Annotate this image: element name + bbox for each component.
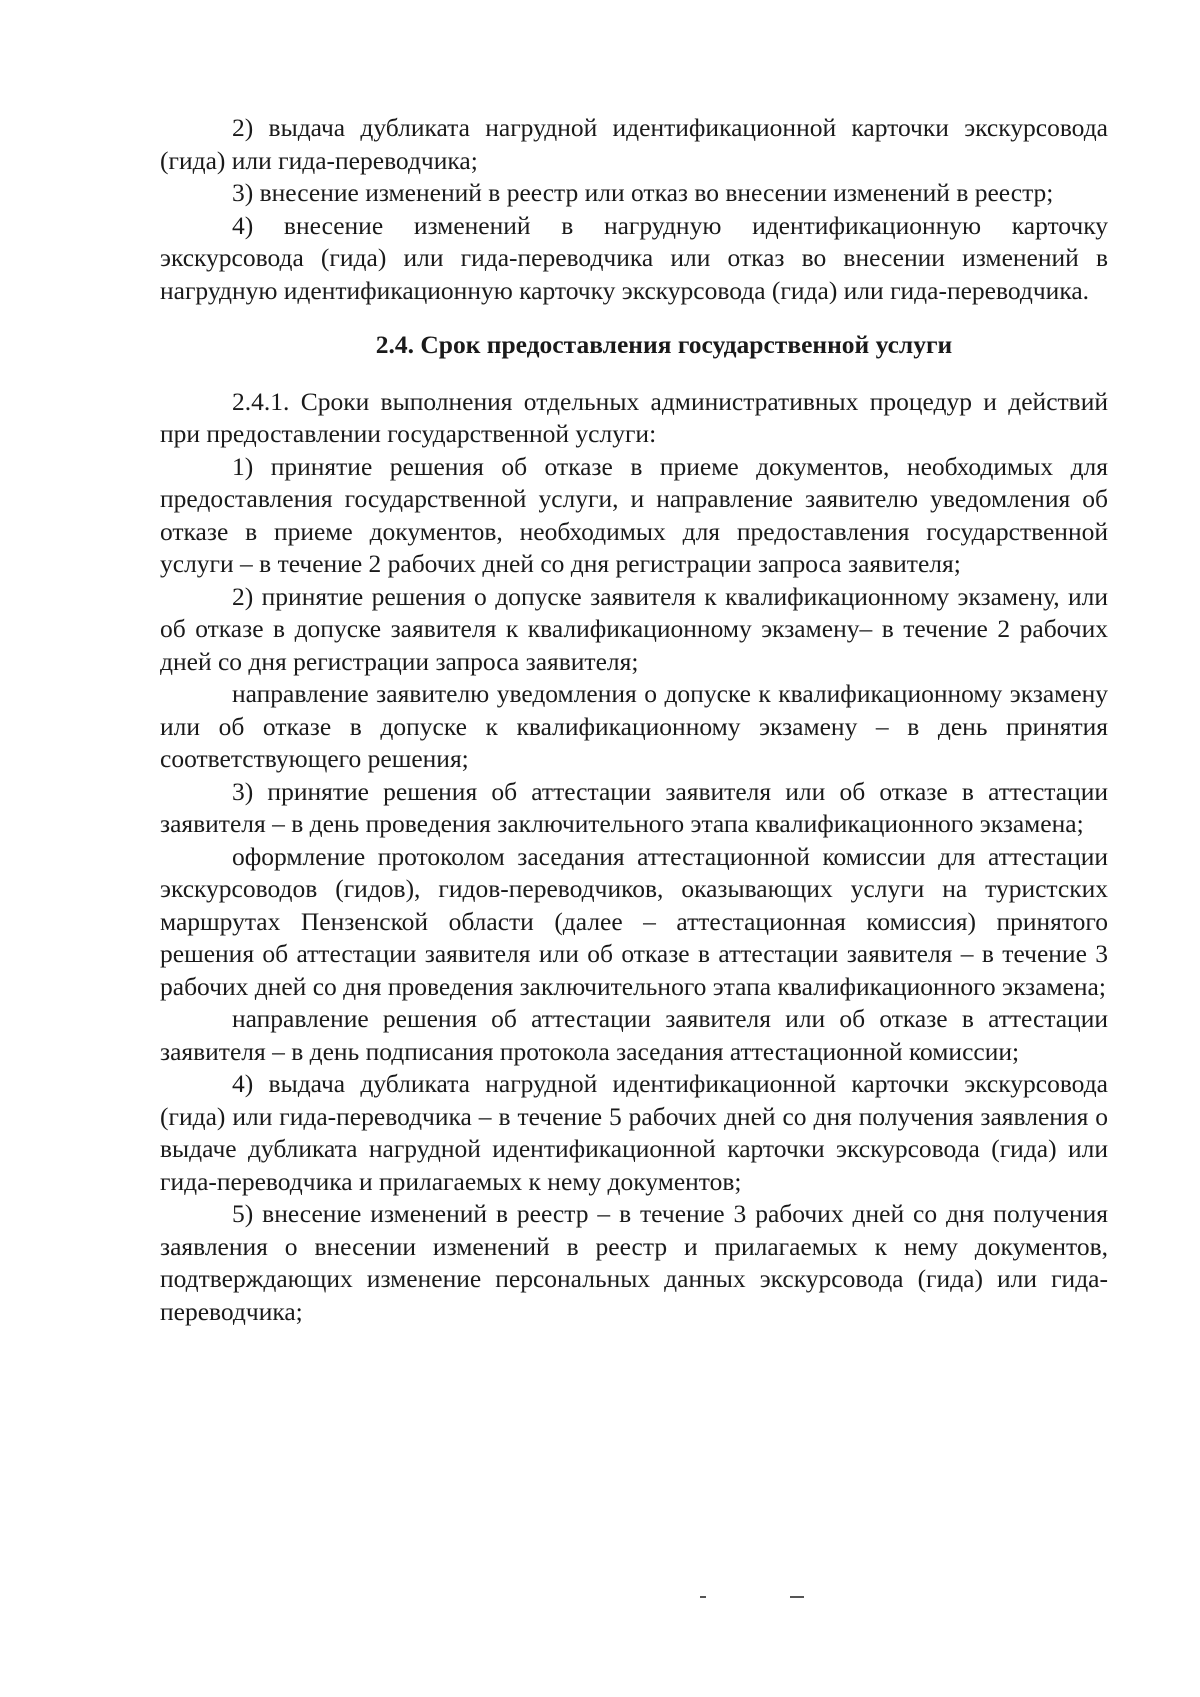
paragraph-decision-sending: направление решения об аттестации заявителя или об отказе в аттестации заявителя – в день подписания протокола заседания аттестационной комиссии; bbox=[160, 1004, 1108, 1066]
paragraph-notification: направление заявителю уведомления о допуске к квалификационному экзамену или об отказе в допуске к квалификационному экзамену – в день принятия соответствующего решения; bbox=[160, 679, 1108, 773]
paragraph-protocol: оформление протоколом заседания аттестационной комиссии для аттестации экскурсоводов (гидов), гидов-переводчиков, оказывающих услуги на туристских маршрутах Пензенской области (далее – аттестационная комиссия) принятого решения об аттестации заявителя или об отказе в аттестации заявителя – в течение 3 рабочих дней со дня проведения заключительного этапа квалификационного экзамена; bbox=[160, 841, 1108, 1001]
document-page bbox=[160, 112, 1108, 1328]
scan-marks bbox=[0, 1596, 1200, 1606]
scan-mark-left bbox=[700, 1596, 706, 1598]
section-heading: 2.4. Срок предоставления государственной услуги bbox=[375, 330, 953, 359]
paragraph-deadline-1: 1) принятие решения об отказе в приеме документов, необходимых для предоставления государственной услуги, и направление заявителю уведомления об отказе в приеме документов, необходимых для предоставления государственной услуги – в течение 2 рабочих дней со дня регистрации запроса заявителя; bbox=[160, 451, 1108, 578]
paragraph-2-4-1: 2.4.1. Сроки выполнения отдельных административных процедур и действий при предоставлении государственной услуги: bbox=[160, 386, 1108, 448]
paragraph-deadline-2: 2) принятие решения о допуске заявителя к квалификационному экзамену, или об отказе в допуске заявителя к квалификационному экзамену– в течение 2 рабочих дней со дня регистрации запроса заявителя; bbox=[160, 581, 1108, 676]
paragraph-item-3-registry: 3) внесение изменений в реестр или отказ во внесении изменений в реестр; bbox=[232, 178, 1054, 207]
paragraph-item-4-card-changes: 4) внесение изменений в нагрудную идентификационную карточку экскурсовода (гида) или гида-переводчика или отказ во внесении изменений в нагрудную идентификационную карточку экскурсовода (гида) или гида-переводчика. bbox=[160, 210, 1108, 305]
paragraph-item-2-duplicate: 2) выдача дубликата нагрудной идентификационной карточки экскурсовода (гида) или гида-переводчика; bbox=[160, 113, 1108, 175]
paragraph-deadline-3: 3) принятие решения об аттестации заявителя или об отказе в аттестации заявителя – в день проведения заключительного этапа квалификационного экзамена; bbox=[160, 776, 1108, 838]
paragraph-deadline-5: 5) внесение изменений в реестр – в течение 3 рабочих дней со дня получения заявления о внесении изменений в реестр и прилагаемых к нему документов, подтверждающих изменение персональных данных экскурсовода (гида) или гида-переводчика; bbox=[160, 1199, 1108, 1326]
paragraph-deadline-4: 4) выдача дубликата нагрудной идентификационной карточки экскурсовода (гида) или гида-переводчика – в течение 5 рабочих дней со дня получения заявления о выдаче дубликата нагрудной идентификационной карточки экскурсовода (гида) или гида-переводчика и прилагаемых к нему документов; bbox=[160, 1069, 1108, 1196]
scan-mark-right bbox=[790, 1596, 804, 1598]
